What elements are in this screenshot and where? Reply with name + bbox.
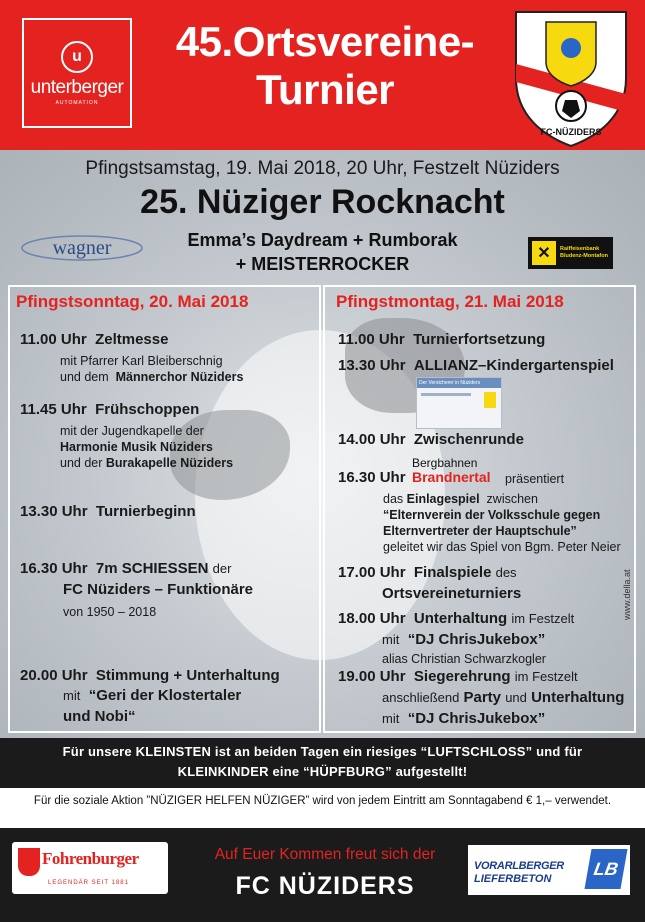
- schedule-item: 16.30 Uhr 7m SCHIESSEN der: [20, 560, 232, 577]
- bands-line-1: Emma’s Daydream + Rumborak: [187, 230, 458, 250]
- schedule-item: 19.00 Uhr Siegerehrung im Festzelt: [338, 668, 578, 685]
- bergbahnen-logo-top: Bergbahnen: [412, 456, 478, 470]
- bands-line-2: + MEISTERROCKER: [235, 254, 410, 274]
- rocknacht-title: 25. Nüziger Rocknacht: [140, 183, 505, 221]
- item-detail: und Nobi“: [63, 708, 136, 725]
- item-detail: “Elternverein der Volksschule gegen: [383, 508, 601, 522]
- item-detail: geleitet wir das Spiel von Bgm. Peter Neier: [383, 540, 621, 554]
- page-title: [140, 18, 510, 114]
- schedule-item: 13.30 Uhr Turnierbeginn: [20, 503, 196, 520]
- unterberger-logo: [22, 18, 132, 128]
- unterberger-u-icon: u: [61, 41, 93, 73]
- wagner-logo: [20, 234, 145, 262]
- raiffeisen-line-2: Bludenz-Montafon: [560, 253, 608, 259]
- kids-notice-line-1: Für unsere KLEINSTEN ist an beiden Tagen ein riesiges “LUFTSCHLOSS” und für: [62, 744, 583, 759]
- fohrenburger-name: Fohrenburger: [42, 849, 139, 868]
- lieferbeton-line-2: LIEFERBETON: [474, 873, 552, 885]
- crest-label: FC-NÜZIDERS: [540, 127, 602, 137]
- raiffeisen-logo: [528, 237, 613, 269]
- lb-badge-icon: LB: [584, 849, 627, 889]
- club-name: FC NÜZIDERS: [235, 872, 415, 900]
- brandnertal-logo: Brandnertal: [412, 469, 491, 485]
- unterberger-name: unterberger: [30, 76, 124, 98]
- item-detail: mit Pfarrer Karl Bleiberschnig: [60, 354, 223, 368]
- item-detail: das Einlagespiel zwischen: [383, 492, 538, 506]
- raiffeisen-cross-icon: ✕: [532, 241, 556, 265]
- item-detail: mit “DJ ChrisJukebox”: [382, 631, 546, 648]
- schedule-item: 11.45 Uhr Frühschoppen: [20, 401, 200, 418]
- monday-heading: Pfingstmontag, 21. Mai 2018: [336, 292, 564, 311]
- item-detail: von 1950 – 2018: [63, 605, 157, 619]
- schedule-item: 20.00 Uhr Stimmung + Unterhaltung: [20, 667, 280, 684]
- social-action-note: Für die soziale Aktion ”NÜZIGER HELFEN NÜZIGER” wird von jedem Eintritt am Sonntagabend € 1,– verwendet.: [33, 795, 612, 807]
- schedule-item: 17.00 Uhr Finalspiele des: [338, 564, 517, 581]
- wagner-name: wagner: [52, 237, 112, 259]
- item-detail: FC Nüziders – Funktionäre: [63, 581, 254, 598]
- flyer-header: Der Versicherer in Nüziders: [417, 378, 501, 388]
- fc-nueziders-crest-icon: [510, 8, 632, 148]
- rocknacht-date-line: Pfingstsamstag, 19. Mai 2018, 20 Uhr, Festzelt Nüziders: [85, 158, 560, 179]
- kids-notice-band: [0, 738, 645, 788]
- item-detail: mit “DJ ChrisJukebox”: [382, 710, 546, 727]
- title-line-1: 45.Ortsvereine-: [175, 18, 475, 65]
- item-detail: und dem Männerchor Nüziders: [60, 370, 244, 384]
- unterberger-sub: AUTOMATION: [55, 99, 99, 106]
- item-detail: Elternvertreter der Hauptschule”: [383, 524, 577, 538]
- item-detail: mit “Geri der Klostertaler: [63, 687, 242, 704]
- item-detail: anschließend Party und Unterhaltung: [382, 689, 625, 706]
- allianz-flyer-thumbnail: [416, 377, 502, 429]
- designer-credit: www.della.at: [622, 569, 632, 620]
- item-detail: alias Christian Schwarzkogler: [382, 652, 546, 666]
- lieferbeton-logo: [468, 845, 630, 895]
- fohrenburger-logo: [12, 842, 168, 894]
- item-detail: präsentiert: [505, 472, 565, 486]
- schedule-item: 13.30 Uhr ALLIANZ–Kindergartenspiel: [338, 357, 614, 374]
- item-detail: Ortsvereineturniers: [382, 585, 522, 602]
- invitation-text: Auf Euer Kommen freut sich der: [214, 846, 436, 863]
- schedule-item: 18.00 Uhr Unterhaltung im Festzelt: [338, 610, 575, 627]
- item-detail: mit der Jugendkapelle der: [60, 424, 204, 438]
- fohrenburger-slogan: LEGENDÄR SEIT 1881: [48, 880, 129, 886]
- schedule-item: 14.00 Uhr Zwischenrunde: [338, 431, 524, 448]
- item-detail: Harmonie Musik Nüziders: [60, 440, 213, 454]
- raiffeisen-line-1: Raiffeisenbank: [560, 246, 600, 252]
- schedule-item: 11.00 Uhr Zeltmesse: [20, 331, 169, 348]
- item-detail: und der Burakapelle Nüziders: [60, 456, 234, 470]
- schedule-item: 16.30 Uhr: [338, 469, 406, 486]
- schedule-item: 11.00 Uhr Turnierfortsetzung: [338, 331, 546, 348]
- title-line-2: Turnier: [255, 66, 395, 113]
- lieferbeton-line-1: VORARLBERGER: [474, 860, 564, 872]
- kids-notice-line-2: KLEINKINDER eine “HÜPFBURG” aufgestellt!: [177, 764, 468, 779]
- sunday-heading: Pfingstsonntag, 20. Mai 2018: [16, 292, 249, 311]
- fohrenburger-crest-icon: [18, 848, 40, 876]
